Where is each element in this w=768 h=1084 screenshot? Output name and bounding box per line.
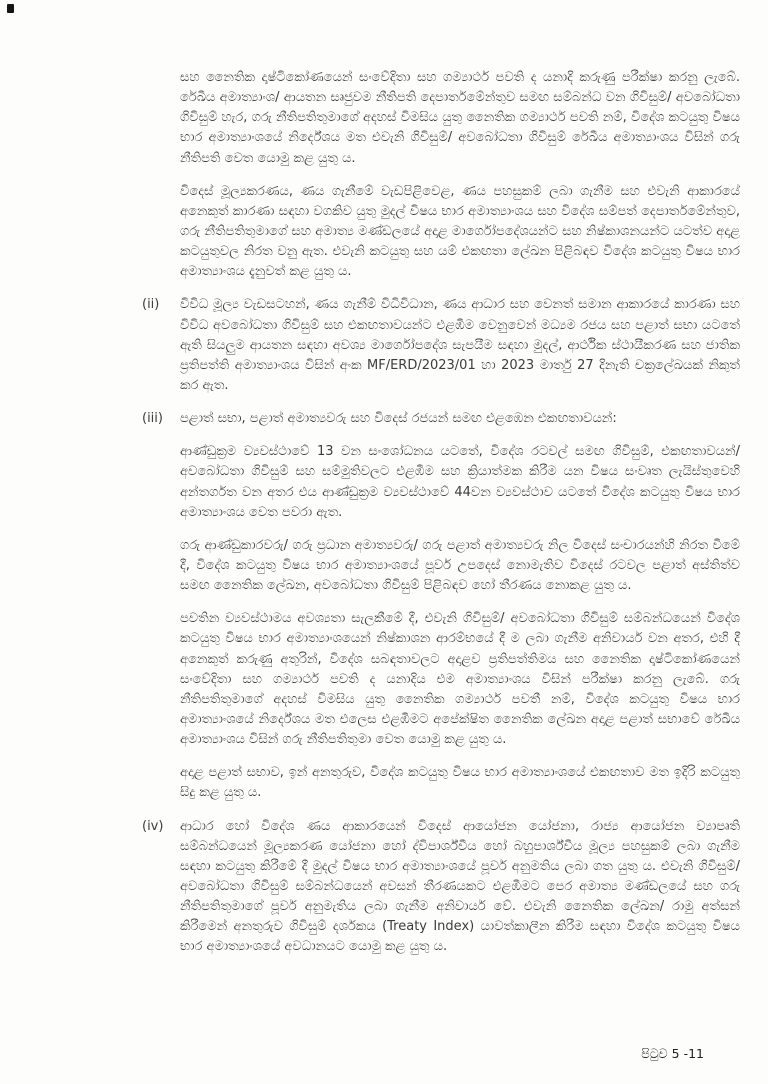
sub-paragraph (142, 536, 740, 596)
paragraph-text: ආධාර හෝ විදේශ ණය ආකාරයෙන් විදෙස් ආයෝජන යෝජනා, රාජ්‍ය ආයෝජන ව්‍යාපෘති සම්බන්ධයෙන් මූල්‍යකරණ යෝජනා හෝ ද්විපාර්ශ්වීය හෝ බහුපාර්ශ්වීය මූල්‍ය පහසුකම් ලබා ගැනීම සඳහා කටයුතු කිරීමේ දී මුදල් විෂය භාර අමාත්‍යාංශයේ පූර්ව අනුමතිය ලබා ගත යුතු ය. එවැනි ගිවිසුම්/ අවබෝධතා ගිවිසුම් සම්බන්ධයෙන් අවසන් තීරණයකට එළඹීමට පෙර අමාත්‍ය මණ්ඩලයේ සහ ගරු නීතිපතිතුමාගේ පූර්ව අනුමැතිය ලබා ගැනීම අනිවාර්ය වේ. එවැනි නෛතික ලේඛන/ රාමු අත්සන් කිරීමෙන් අනතුරුව ගිවිසුම් දර්ශකය (Treaty Index) යාවත්කාලීන කිරීම සඳහා විදේශ කටයුතු විෂය භාර අමාත්‍යාංශයේ අවධානයට යොමු කළ යුතු ය. (180, 818, 740, 955)
paragraph-text: විදෙස් මූල්‍යකරණය, ණය ගැනීමේ වැඩපිළිවෙළ, ණය පහසුකම් ලබා ගැනීම සහ එවැනි ආකාරයේ අනෙකුත් කාරණා සඳහා වගකිව යුතු මුදල් විෂය භාර අමාත්‍යාංශය සහ විදේශ සම්පත් දෙපාර්තමේන්තුව, ගරු නීතිපතිතුමාගේ සහ අමාත්‍ය මණ්ඩලයේ අදාළ මාර්ගෝපදේශයන්ට සහ නිෂ්කාශනයන්ට යටත්ව අදාළ කටයුතුවල නිරත වනු ඇත. එවැනි කටයුතු සහ යම් එකඟතා ලේඛන පිළිබඳව විදේශ කටයුතු විෂය භාර අමාත්‍යාංශය දැනුවත් කළ යුතු ය. (180, 183, 740, 280)
page-number: පිටුව 5 -11 (641, 1046, 704, 1061)
sub-paragraph (142, 442, 740, 523)
item-marker: (ii) (142, 297, 160, 313)
paragraph-text: ආණ්ඩුක්‍රම ව්‍යවස්ථාවේ 13 වන සංශෝධනය යටතේ, විදේශ රටවල් සමඟ ගිවිසුම්, එකඟතාවයන්/ අවබෝධතා ගිවිසුම් සහ සම්මුතිවලට එළඹීම සහ ක්‍රියාත්මක කිරීම යන විෂය සංවෘත ලැයිස්තුවෙහි අන්තර්ගත වන අතර එය ආණ්ඩුක්‍රම ව්‍යවස්ථාවේ 44වන ව්‍යවස්ථාව යටතේ විදේශ කටයුතු විෂය භාර අමාත්‍යාංශය වෙත පවරා ඇත. (180, 444, 740, 520)
paragraph-text: සහ නෛතික දෘෂ්ටිකෝණයෙන් සංවේදිතා සහ ගම්‍යාර්ථ පවති ද යනාදි කරුණු පරීක්ෂා කරනු ලැබේ. රේඛීය අමාත්‍යාංශ/ ආයතන සෘජුවම නීතිපති දෙපාර්තමේන්තුව සමඟ සම්බන්ධ වන ගිවිසුම්/ අවබෝධතා ගිවිසුම් හැර, ගරු නීතිපතිතුමාගේ අදහස් විමසිය යුතු නෛතික ගම්‍යාර්ථ පවති නම්, විදේශ කටයුතු විෂය භාර අමාත්‍යාංශයේ නිර්දේශය මත එවැනි ගිවිසුම්/ අවබෝධතා ගිවිසුම් රේඛීය අමාත්‍යාංශය විසින් ගරු නීතිපති වෙත යොමු කළ යුතු ය. (180, 70, 740, 166)
item-marker (142, 763, 180, 803)
sub-paragraph (142, 609, 740, 750)
numbered-item-iii (142, 409, 740, 429)
item-marker (142, 68, 180, 169)
item-marker: (iv) (142, 818, 164, 834)
sub-paragraph (142, 763, 740, 803)
item-marker (142, 536, 180, 596)
paragraph-text: පළාත් සභා, පළාත් අමාත්‍යවරු සහ විදෙස් රජයන් සමඟ එළඹෙන එකඟතාවයන්: (180, 411, 617, 427)
item-marker (142, 442, 180, 523)
numbered-item-iv (142, 817, 740, 958)
paragraph (142, 68, 740, 169)
item-marker (142, 182, 180, 283)
document-body (142, 68, 740, 970)
item-marker: (iii) (142, 411, 163, 427)
scan-artifact (7, 4, 14, 13)
paragraph-text: විවිධ මූල්‍ය වැඩසටහන්, ණය ගැනීම් විධිවිධාන, ණය ආධාර සහ වෙනත් සමාන ආකාරයේ කාරණා සහ විවිධ අවබෝධතා ගිවිසුම් සහ එකඟතාවයන්ට එළඹීම වෙනුවෙන් මධ්‍යම රජය සහ පළාත් සභා යටතේ ඇති සියලුම ආයතන සඳහා අවශ්‍ය මාර්ගෝපදේශ සැපයීම සඳහා මුදල්, ආර්ථික ස්ථායීකරණ සහ ජාතික ප්‍රතිපත්ති අමාත්‍යාංශය විසින් අංක MF/ERD/2023/01 හා 2023 මාර්තු 27 දිනැති චක්‍රලේඛයක් නිකුත් කර ඇත. (180, 297, 740, 393)
paragraph-text: පවතින ව්‍යවස්ථාමය අවශ්‍යතා සැලකීමේ දී, එවැනි ගිවිසුම්/ අවබෝධතා ගිවිසුම් සම්බන්ධයෙන් විදේශ කටයුතු විෂය භාර අමාත්‍යාංශයෙන් නිෂ්කාශන ආරම්භයේ දී ම ලබා ගැනීම අනිවාර්ය වන අතර, එහි දී අනෙකුත් කරුණු අතුරින්, විදේශ සබඳතාවලට අදාළව ප්‍රතිපත්තිමය සහ නෛතික දෘෂ්ටිකෝණයෙන් සංවේදිතා සහ ගම්‍යාර්ථ පවති ද යනාදිය එම අමාත්‍යාංශය විසින් පරීක්ෂා කරනු ලැබේ. ගරු නීතිපතිතුමාගේ අදහස් විමසිය යුතු නෛතික ගම්‍යාර්ථ පවතී නම්, විදේශ කටයුතු විෂය භාර අමාත්‍යාංශයේ නිර්දේශය මත එලෙස එළඹීමට අපේක්ෂිත නෛතික ලේඛන අදාළ පළාත් සභාවේ රේඛීය අමාත්‍යාංශය විසින් ගරු නීතිපතිතුමා වෙත යොමු කළ යුතු ය. (180, 611, 740, 748)
numbered-item-ii (142, 295, 740, 396)
item-marker (142, 609, 180, 750)
paragraph (142, 182, 740, 283)
paragraph-text: ගරු ආණ්ඩුකාරවරු/ ගරු ප්‍රධාන අමාත්‍යවරු/ ගරු පළාත් අමාත්‍යවරු නිල විදෙස් සංචාරයන්හි නිරත වීමේ දී, විදේශ කටයුතු විෂය භාර අමාත්‍යාංශයේ පූර්ව උපදෙස් නොමැතිව විදෙස් රටවල පළාත් අස්තිත්ව සමඟ නෛතික ලේඛන, අවබෝධතා ගිවිසුම් පිළිබඳව හෝ තීරණය නොකළ යුතු ය. (180, 537, 740, 594)
paragraph-text: අදාළ පළාත් සභාව, ඉන් අනතුරුව, විදේශ කටයුතු විෂය භාර අමාත්‍යාංශයේ එකඟතාව මත ඉදිරි කටයුතු සිදු කළ යුතු ය. (180, 765, 740, 801)
